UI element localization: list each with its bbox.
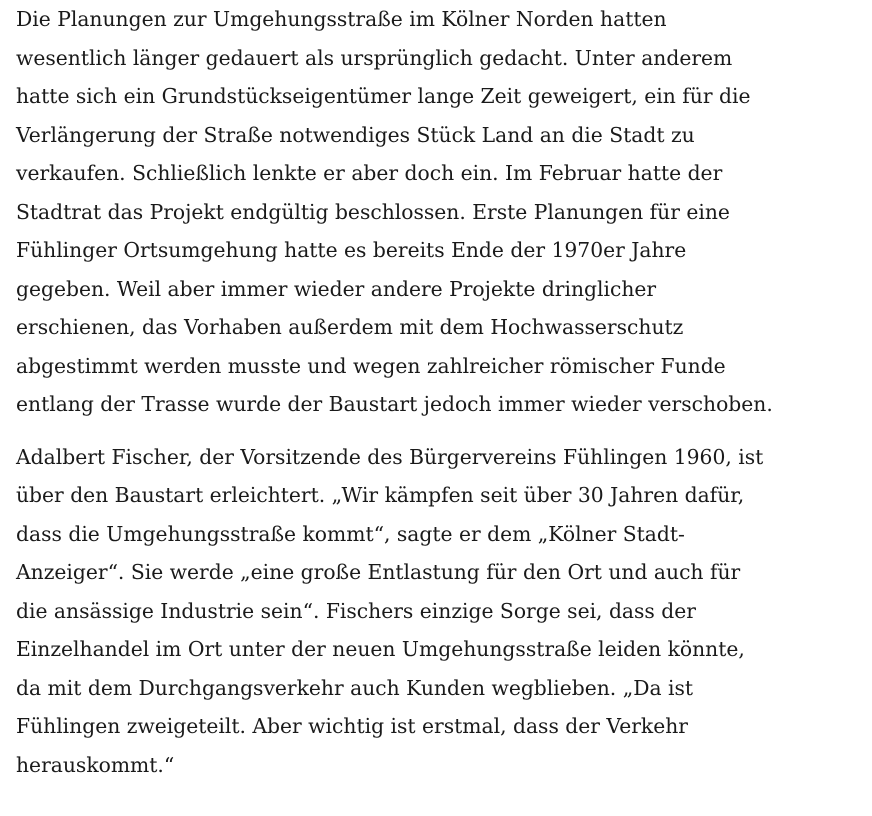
paragraph-line: Anzeiger“. Sie werde „eine große Entlastung für den Ort und auch für [16, 560, 741, 584]
paragraph-line: herauskommt.“ [16, 752, 175, 777]
article-paragraph-2 [16, 438, 861, 785]
paragraph-line: hatte sich ein Grundstückseigentümer lange Zeit geweigert, ein für die [16, 84, 751, 108]
paragraph-line: abgestimmt werden musste und wegen zahlreicher römischer Funde [16, 353, 726, 378]
paragraph-line: Stadtrat das Projekt endgültig beschlossen. Erste Planungen für eine [16, 199, 730, 224]
paragraph-line: erschienen, das Vorhaben außerdem mit dem Hochwasserschutz [16, 315, 684, 339]
paragraph-line: dass die Umgehungsstraße kommt“, sagte er dem „Kölner Stadt- [16, 521, 685, 546]
paragraph-line: Adalbert Fischer, der Vorsitzende des Bürgervereins Fühlingen 1960, ist [16, 444, 764, 469]
article-paragraph-1 [16, 0, 861, 424]
paragraph-line: da mit dem Durchgangsverkehr auch Kunden wegblieben. „Da ist [16, 675, 694, 700]
paragraph-line: verkaufen. Schließlich lenkte er aber doch ein. Im Februar hatte der [16, 161, 723, 185]
paragraph-line: über den Baustart erleichtert. „Wir kämpfen seit über 30 Jahren dafür, [16, 483, 745, 507]
paragraph-line: Verlängerung der Straße notwendiges Stück Land an die Stadt zu [16, 122, 695, 147]
paragraph-line: Fühlingen zweigeteilt. Aber wichtig ist erstmal, dass der Verkehr [16, 714, 688, 738]
paragraph-line: entlang der Trasse wurde der Baustart jedoch immer wieder verschoben. [16, 392, 773, 416]
paragraph-line: Einzelhandel im Ort unter der neuen Umgehungsstraße leiden könnte, [16, 637, 745, 661]
article-body [16, 0, 861, 784]
paragraph-line: wesentlich länger gedauert als ursprünglich gedacht. Unter anderem [16, 45, 733, 70]
paragraph-line: Fühlinger Ortsumgehung hatte es bereits Ende der 1970er Jahre [16, 238, 687, 262]
paragraph-line: die ansässige Industrie sein“. Fischers einzige Sorge sei, dass der [16, 598, 696, 623]
paragraph-line: gegeben. Weil aber immer wieder andere Projekte dringlicher [16, 276, 657, 301]
paragraph-line: Die Planungen zur Umgehungsstraße im Kölner Norden hatten [16, 7, 667, 31]
